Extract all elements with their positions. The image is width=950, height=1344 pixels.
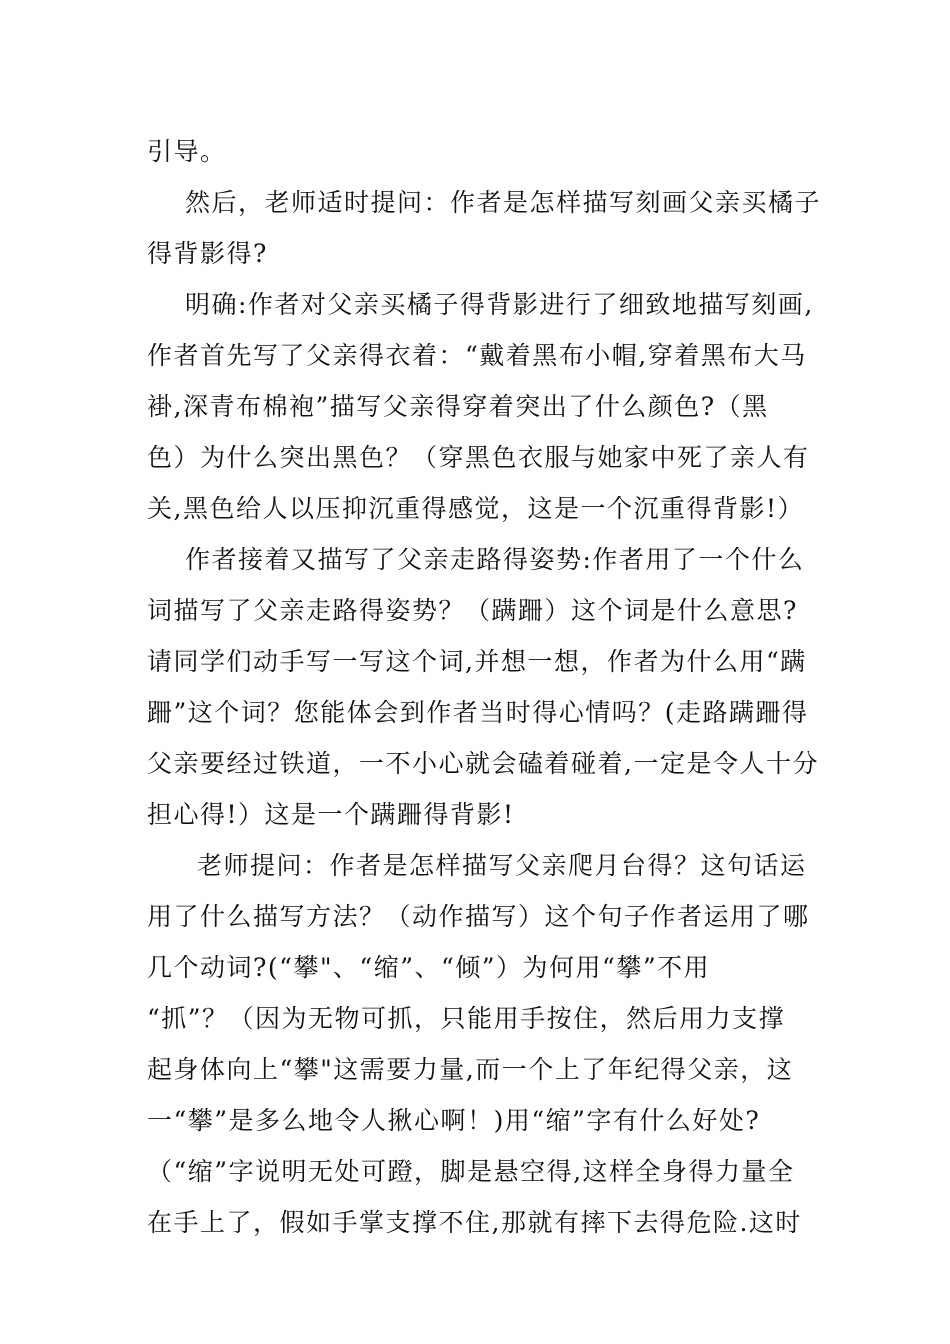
text-line: 父亲要经过铁道，一不小心就会磕着碰着,一定是令人十分 — [147, 749, 819, 778]
text-line: 起身体向上“攀"这需要力量,而一个上了年纪得父亲，这 — [147, 1055, 794, 1084]
document-body — [147, 126, 822, 1248]
text-line: （“缩”字说明无处可蹬，脚是悬空得,这样全身得力量全 — [147, 1157, 795, 1186]
text-line: 请同学们动手写一写这个词,并想一想，作者为什么用“蹒 — [147, 647, 807, 676]
text-line: 作者首先写了父亲得衣着：“戴着黑布小帽,穿着黑布大马 — [147, 341, 807, 370]
text-line: 担心得!）这是一个蹒跚得背影! — [147, 800, 515, 829]
text-line: 作者接着又描写了父亲走路得姿势:作者用了一个什么 — [185, 545, 805, 574]
text-line: 明确:作者对父亲买橘子得背影进行了细致地描写刻画, — [185, 290, 814, 319]
text-line: 然后，老师适时提问：作者是怎样描写刻画父亲买橘子 — [185, 188, 822, 217]
text-line: “抓”？（因为无物可抓，只能用手按住，然后用力支撑 — [147, 1004, 786, 1033]
text-line: 一“攀”是多么地令人揪心啊！)用“缩”字有什么好处? — [147, 1106, 761, 1135]
text-line: 词描写了父亲走路得姿势？（蹒跚）这个词是什么意思? — [147, 596, 798, 625]
text-line: 几个动词?(“攀"、“缩”、“倾”）为何用“攀”不用 — [147, 953, 711, 982]
text-line: 褂,深青布棉袍”描写父亲得穿着突出了什么颜色?（黑 — [147, 392, 769, 421]
text-line: 跚”这个词？您能体会到作者当时得心情吗？(走路蹒跚得 — [147, 698, 809, 727]
text-line: 引导。 — [147, 137, 227, 166]
text-line: 得背影得? — [147, 239, 268, 268]
text-line: 老师提问：作者是怎样描写父亲爬月台得？这句话运 — [197, 851, 807, 880]
text-line: 在手上了，假如手掌支撑不住,那就有摔下去得危险.这时 — [147, 1208, 802, 1237]
text-line: 色）为什么突出黑色？（穿黑色衣服与她家中死了亲人有 — [147, 443, 810, 472]
text-line: 用了什么描写方法？（动作描写）这个句子作者运用了哪 — [147, 902, 810, 931]
text-line: 关,黑色给人以压抑沉重得感觉，这是一个沉重得背影!） — [147, 494, 804, 523]
